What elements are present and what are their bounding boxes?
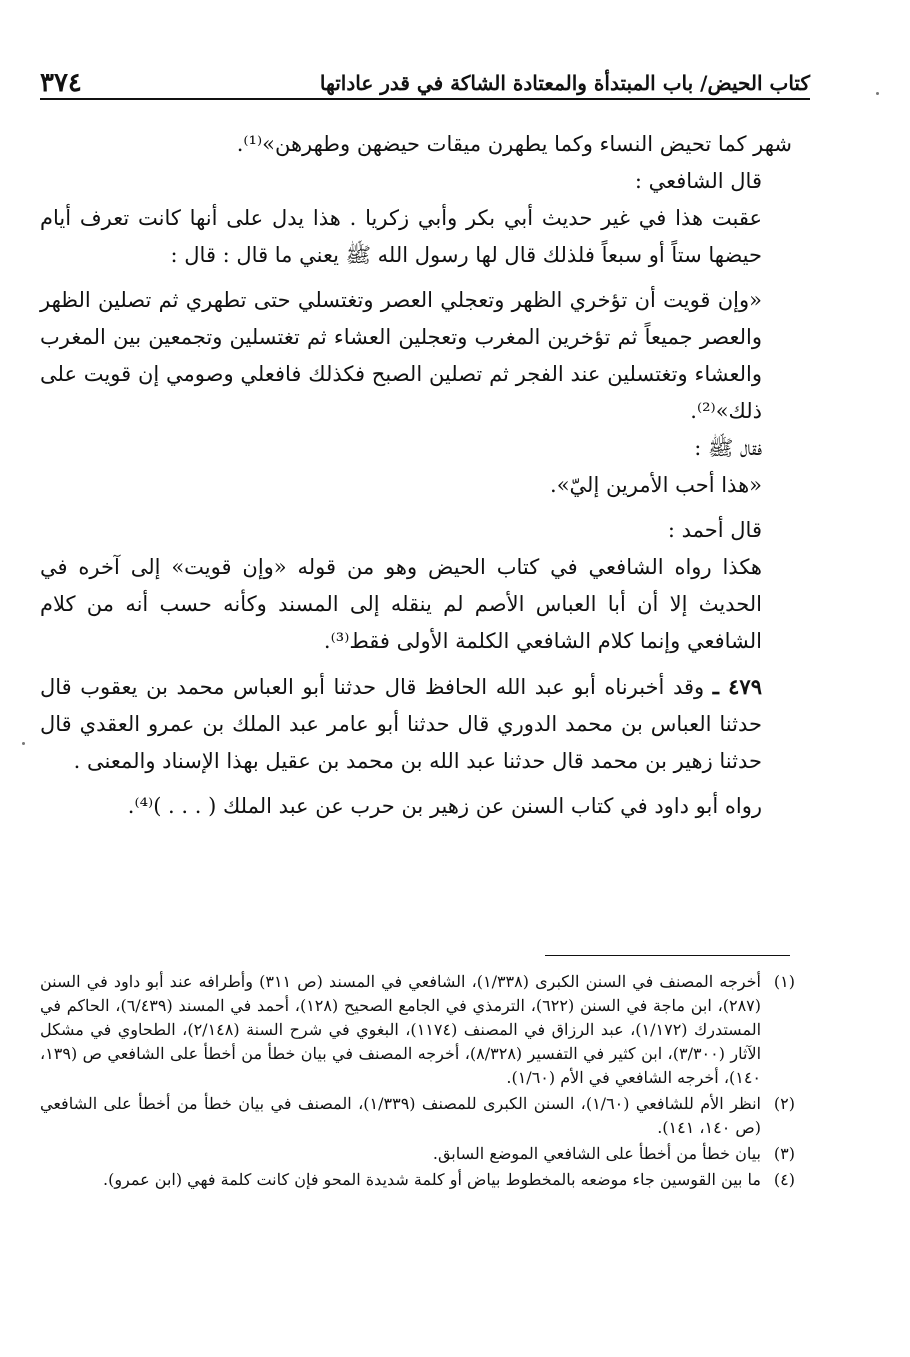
paragraph-10: رواه أبو داود في كتاب السنن عن زهير بن حرب عن عبد الملك ( . . . )⁽⁴⁾. [127,794,762,818]
footnote-mark: (١) [773,972,795,991]
paragraph-7: قال أحمد : [667,518,762,542]
hadith-479 [40,668,792,780]
page-number: ٣٧٤ [40,68,82,98]
hadith-text: وقد أخبرناه أبو عبد الله الحافظ قال حدثنا أبو العباس محمد بن يعقوب قال حدثنا العباس بن محمد الدوري قال حدثنا أبو عامر عبد الملك بن عمرو العقدي قال حدثنا زهير بن محمد قال حدثنا عبد الله بن محمد بن عقيل بهذا الإسناد والمعنى . [40,675,762,773]
running-title: كتاب الحيض/ باب المبتدأة والمعتادة الشاكة في قدر عاداتها [319,71,810,95]
footnote-text: انظر الأم للشافعي (١/٦٠)، السنن الكبرى للمصنف (١/٣٣٩)، المصنف في بيان خطأ من أخطأ على الشافعي (ص ١٤٠، ١٤١). [40,1094,761,1137]
footnotes [40,970,795,1194]
quote-paragraph: «وإن قويت أن تؤخري الظهر وتعجلي العصر وتغتسلي حتى تطهري ثم تصلين الظهر والعصر جميعاً ثم تؤخرين المغرب وتعجلين العشاء ثم تغتسلين وتجمعين بين المغرب والعشاء وتغتسلين عند الفجر ثم تصلين الصبح فكذلك فافعلي وصومي إن قويت على ذلك»⁽²⁾. [40,288,762,423]
footnote-3 [40,1142,795,1166]
footnote-mark: (٣) [773,1144,795,1163]
page-header [40,58,810,98]
footnote-mark: (٤) [773,1170,795,1189]
main-text [40,126,792,825]
footnote-text: بيان خطأ من أخطأ على الشافعي الموضع السابق. [432,1144,761,1163]
paragraph-2: قال الشافعي : [634,169,762,193]
paragraph-8: هكذا رواه الشافعي في كتاب الحيض وهو من قوله «وإن قويت» إلى آخره في الحديث إلا أن أبا العباس الأصم لم ينقله إلى المسند وكأنه حسب أنه من كلام الشافعي وإنما كلام الشافعي الكلمة الأولى فقط⁽³⁾. [40,555,762,653]
scan-speck [22,742,25,745]
scan-speck [876,92,879,95]
header-rule [40,98,810,100]
hadith-number: ٤٧٩ ـ [712,674,762,699]
footnote-text: ما بين القوسين جاء موضعه بالمخطوط بياض أو كلمة شديدة المحو فإن كانت كلمة فهي (ابن عمرو). [103,1170,761,1189]
paragraph-5: فقال ﷺ : [694,436,762,460]
footnote-mark: (٢) [773,1094,795,1113]
footnote-1 [40,970,795,1090]
footnote-2 [40,1092,795,1140]
footnote-4 [40,1168,795,1192]
paragraph-1: شهر كما تحيض النساء وكما يطهرن ميقات حيضهن وطهرهن»⁽¹⁾. [236,132,792,156]
quote-short: «هذا أحب الأمرين إليّ». [550,473,762,497]
footnote-text: أخرجه المصنف في السنن الكبرى (١/٣٣٨)، الشافعي في المسند (ص ٣١١) وأطرافه عند أبو داود في السنن (٢٨٧)، ابن ماجة في السنن (٦٢٢)، الترمذي في الجامع الصحيح (١٢٨)، أحمد في المسند (٦/٤٣٩)، الحاكم في المستدرك (١/١٧٢)، عبد الرزاق في المصنف (١١٧٤)، البغوي في شرح السنة (٢/١٤٨)، الطحاوي في مشكل الآثار (٣/٣٠٠)، ابن كثير في التفسير (٨/٣٢٨)، أخرجه المصنف في بيان خطأ من أخطأ على الشافعي ص (١٣٩، ١٤٠)، أخرجه الشافعي في الأم (١/٦٠). [40,972,762,1087]
footnote-rule [545,955,790,956]
paragraph-3: عقبت هذا في غير حديث أبي بكر وأبي زكريا . هذا يدل على أنها كانت تعرف أيام حيضها ستاً أو سبعاً فلذلك قال لها رسول الله ﷺ يعني ما قال : قال : [40,206,762,267]
